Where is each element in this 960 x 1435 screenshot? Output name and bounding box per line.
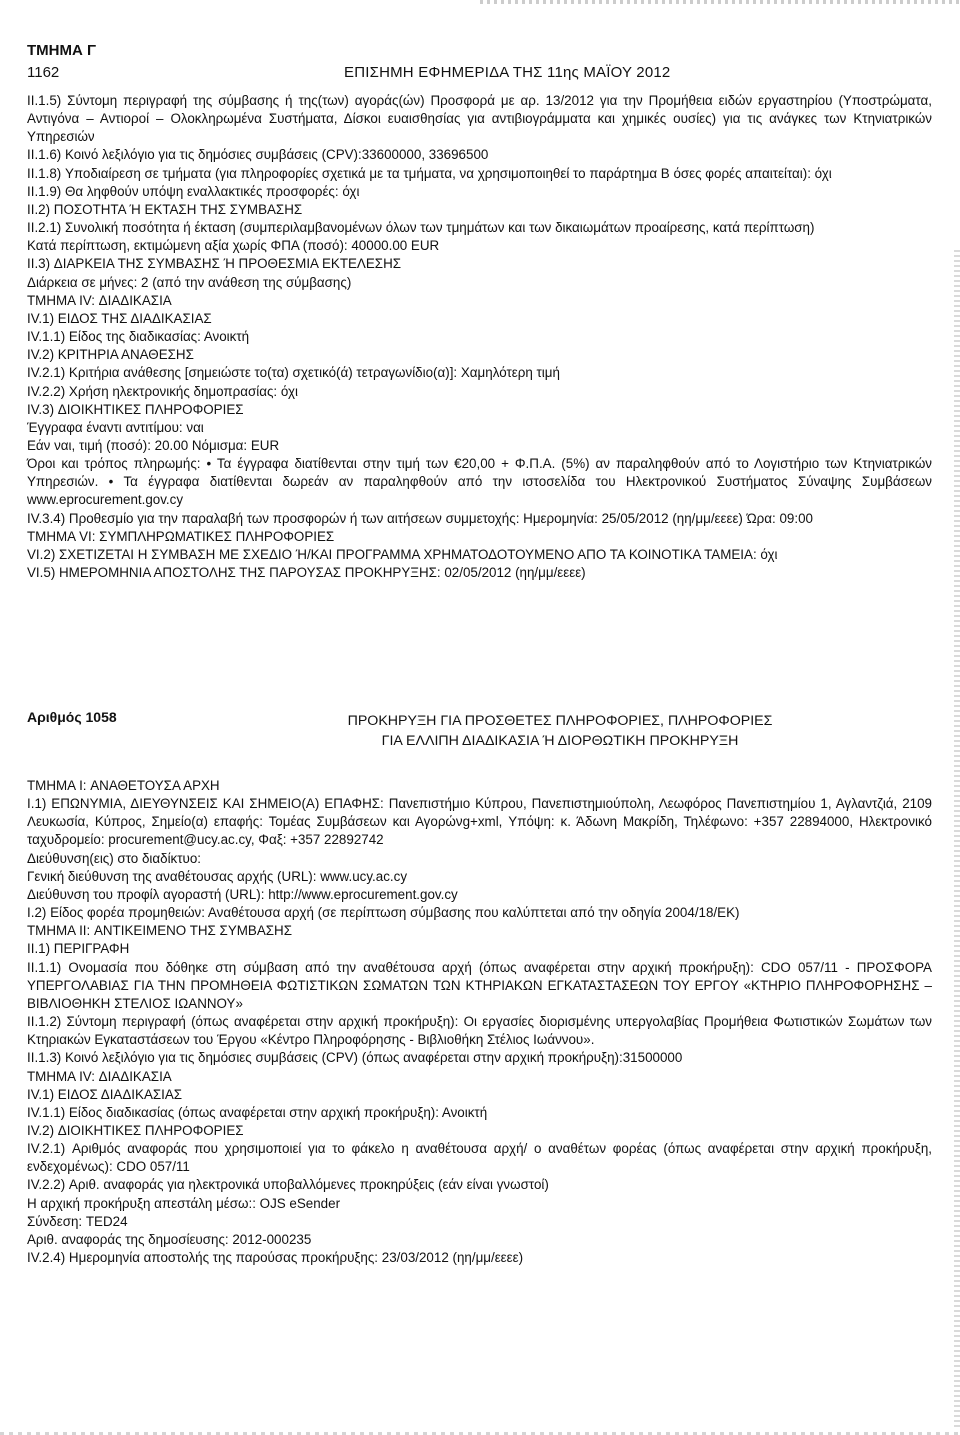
notice-number: Αριθμός 1058 [27,709,117,725]
paragraph: II.1.2) Σύντομη περιγραφή (όπως αναφέρεται στην αρχική προκήρυξη): Οι εργασίες διορισμένης υπεργολαβίας Προμήθεια Φωτιστικών Σωμάτων των Κτηριακών Εγκαταστάσεων του Έργου «Κέντρο Πληροφόρησης - Βιβλιοθήκη Στέλιος Ιωάννου». [27,1014,932,1048]
paragraph: I.2) Είδος φορέα προμηθειών: Αναθέτουσα αρχή (σε περίπτωση σύμβασης που καλύπτεται από την οδηγία 2004/18/ΕΚ) [27,905,740,921]
paragraph: ΤΜΗΜΑ IV: ΔΙΑΔΙΚΑΣΙΑ [27,1068,172,1084]
paragraph: IV.2.1) Αριθμός αναφοράς που χρησιμοποιεί για το φάκελο η αναθέτουσα αρχή/ ο αναθέτων φορέας (όπως αναφέρεται στην αρχική προκήρυξη, ενδεχομένως): CDO 057/11 [27,1141,932,1175]
header-section: ΤΜΗΜΑ Γ [27,42,97,59]
paragraph: Διεύθυνση(εις) στο διαδίκτυο: [27,850,202,866]
paragraph: IV.3.4) Προθεσμίο για την παραλαβή των προσφορών ή των αιτήσεων συμμετοχής: Ημερομηνία: 25/05/2012 (ηη/μμ/εεεε) Ώρα: 09:00 [27,510,813,526]
paragraph: ΤΜΗΜΑ II: ΑΝΤΙΚΕΙΜΕΝΟ ΤΗΣ ΣΥΜΒΑΣΗΣ [27,923,292,939]
scan-edge-right [954,250,960,1430]
paragraph: II.1.6) Κοινό λεξιλόγιο για τις δημόσιες συμβάσεις (CPV):33600000, 33696500 [27,147,489,163]
paragraph: IV.1) ΕΙΔΟΣ ΤΗΣ ΔΙΑΔΙΚΑΣΙΑΣ [27,310,212,326]
paragraph: I.1) ΕΠΩΝΥΜΙΑ, ΔΙΕΥΘΥΝΣΕΙΣ ΚΑΙ ΣΗΜΕΙΟ(Α) ΕΠΑΦΗΣ: Πανεπιστήμιο Κύπρου, Πανεπιστημιούπολη, Λεωφόρος Πανεπιστημίου 1, Αγλαντζιά, 2109 Λευκωσία, Κύπρος, Σημείο(α) επαφής: Τομέας Συμβάσεων και Αγορώνg+xml, Υπόψη: κ. Άδωνη Μακρίδη, Τηλέφωνο: +357 22894000, Ηλεκτρονικό ταχυδρομείο: procurement@ucy.ac.cy, Φαξ: +357 22892742 [27,796,932,848]
notice-1162-body [27,92,932,582]
paragraph: II.1.5) Σύντομη περιγραφή της σύμβασης ή της(των) αγοράς(ών) Προσφορά με αρ. 13/2012 για την Προμήθεια ειδών εργαστηρίου (Υποστρώματα, Αντιγόνα – Αντιοροί – Ολοκληρωμένα Συστήματα, Δίσκοι ευαισθησίας για αντιβιογράμματα και χημικές ουσίες) για τις ανάγκες των Κτηνιατρικών Υπηρεσιών [27,93,932,145]
paragraph: Έγγραφα έναντι αντιτίμου: ναι [27,419,204,435]
paragraph: Διάρκεια σε μήνες: 2 (από την ανάθεση της σύμβασης) [27,274,352,290]
paragraph: II.1.3) Κοινό λεξιλόγιο για τις δημόσιες συμβάσεις (CPV) (όπως αναφέρεται στην αρχική προκήρυξη):31500000 [27,1050,683,1066]
paragraph: ΤΜΗΜΑ I: ΑΝΑΘΕΤΟΥΣΑ ΑΡΧΗ [27,778,220,793]
paragraph: II.3) ΔΙΑΡΚΕΙΑ ΤΗΣ ΣΥΜΒΑΣΗΣ Ή ΠΡΟΘΕΣΜΙΑ ΕΚΤΕΛΕΣΗΣ [27,256,402,272]
header-gazette-title: ΕΠΙΣΗΜΗ ΕΦΗΜΕΡΙΔΑ ΤΗΣ 11ης ΜΑΪΟΥ 2012 [344,64,671,81]
paragraph: IV.3) ΔΙΟΙΚΗΤΙΚΕΣ ΠΛΗΡΟΦΟΡΙΕΣ [27,401,244,417]
paragraph: IV.2.2) Χρήση ηλεκτρονικής δημοπρασίας: όχι [27,383,298,399]
paragraph: ΤΜΗΜΑ VI: ΣΥΜΠΛΗΡΩΜΑΤΙΚΕΣ ΠΛΗΡΟΦΟΡΙΕΣ [27,528,335,544]
notice-title-line-2: ΓΙΑ ΕΛΛΙΠΗ ΔΙΑΔΙΚΑΣΙΑ Ή ΔΙΟΡΘΩΤΙΚΗ ΠΡΟΚΗΡΥΞΗ [381,733,739,749]
paragraph: Κατά περίπτωση, εκτιμώμενη αξία χωρίς ΦΠΑ (ποσό): 40000.00 EUR [27,238,440,254]
scan-edge-top [480,0,960,4]
paragraph: Αριθ. αναφοράς της δημοσίευσης: 2012-000235 [27,1231,312,1247]
paragraph: II.1.1) Ονομασία που δόθηκε στη σύμβαση από την αναθέτουσα αρχή (όπως αναφέρεται στην αρχική προκήρυξη): CDO 057/11 - ΠΡΟΣΦΟΡΑ ΥΠΕΡΓΟΛΑΒΙΑΣ ΓΙΑ ΤΗΝ ΠΡΟΜΗΘΕΙΑ ΦΩΤΙΣΤΙΚΩΝ ΣΩΜΑΤΩΝ ΤΩΝ ΚΤΗΡΙΑΚΩΝ ΕΓΚΑΤΑΣΤΑΣΕΩΝ ΤΟΥ ΕΡΓΟΥ «ΚΤΗΡΙΟ ΠΛΗΡΟΦΟΡΗΣΗΣ – ΒΙΒΛΙΟΘΗΚΗ ΣΤΕΛΙΟΣ ΙΩΑΝΝΟΥ» [27,959,932,1011]
paragraph: IV.1) ΕΙΔΟΣ ΔΙΑΔΙΚΑΣΙΑΣ [27,1086,183,1102]
paragraph: II.1.8) Υποδιαίρεση σε τμήματα (για πληροφορίες σχετικά με τα τμήματα, να χρησιμοποιηθεί το παράρτημα Β όσες φορές απαιτείται): όχι [27,165,832,181]
paragraph: II.2) ΠΟΣΟΤΗΤΑ Ή ΕΚΤΑΣΗ ΤΗΣ ΣΥΜΒΑΣΗΣ [27,201,303,217]
header-page-number: 1162 [27,64,60,81]
paragraph: Διεύθυνση του προφίλ αγοραστή (URL): http://www.eprocurement.gov.cy [27,886,458,902]
paragraph: IV.2) ΚΡΙΤΗΡΙΑ ΑΝΑΘΕΣΗΣ [27,347,194,363]
paragraph: Όροι και τρόπος πληρωμής: • Τα έγγραφα διατίθενται στην τιμή των €20,00 + Φ.Π.Α. (5%) αν παραληφθούν από το Λογιστήριο των Κτηνιατρικών Υπηρεσιών. • Τα έγγραφα διατίθενται δωρεάν αν παραληφθούν από την ιστοσελίδα του Ηλεκτρονικού Συστήματος Σύναψης Συμβάσεων www.eprocurement.gov.cy [27,456,932,508]
paragraph: II.1.9) Θα ληφθούν υπόψη εναλλακτικές προσφορές: όχι [27,183,360,199]
paragraph: VI.5) ΗΜΕΡΟΜΗΝΙΑ ΑΠΟΣΤΟΛΗΣ ΤΗΣ ΠΑΡΟΥΣΑΣ ΠΡΟΚΗΡΥΞΗΣ: 02/05/2012 (ηη/μμ/εεεε) [27,565,586,581]
paragraph: Η αρχική προκήρυξη απεστάλη μέσω:: OJS eSender [27,1195,341,1211]
paragraph: II.1) ΠΕΡΙΓΡΑΦΗ [27,941,130,957]
paragraph: IV.2.4) Ημερομηνία αποστολής της παρούσας προκήρυξης: 23/03/2012 (ηη/μμ/εεεε) [27,1250,524,1266]
paragraph: IV.1.1) Είδος της διαδικασίας: Ανοικτή [27,329,250,345]
paragraph: IV.1.1) Είδος διαδικασίας (όπως αναφέρεται στην αρχική προκήρυξη): Ανοικτή [27,1104,488,1120]
paragraph: Σύνδεση: TED24 [27,1213,128,1229]
paragraph: IV.2.2) Αριθ. αναφοράς για ηλεκτρονικά υποβαλλόμενες προκηρύξεις (εάν είναι γνωστοί) [27,1177,549,1193]
paragraph: IV.2) ΔΙΟΙΚΗΤΙΚΕΣ ΠΛΗΡΟΦΟΡΙΕΣ [27,1122,244,1138]
paragraph: Γενική διεύθυνση της αναθέτουσας αρχής (URL): www.ucy.ac.cy [27,868,408,884]
notice-title [210,711,910,751]
paragraph: Εάν ναι, τιμή (ποσό): 20.00 Νόμισμα: EUR [27,437,280,453]
paragraph: IV.2.1) Κριτήρια ανάθεσης [σημειώστε το(τα) σχετικό(ά) τετραγωνίδιο(α)]: Χαμηλότερη τιμή [27,365,560,381]
paragraph: II.2.1) Συνολική ποσότητα ή έκταση (συμπεριλαμβανομένων όλων των τμημάτων και των δικαιωμάτων προαίρεσης, κατά περίπτωση) [27,220,815,236]
paragraph: VI.2) ΣΧΕΤΙΖΕΤΑΙ Η ΣΥΜΒΑΣΗ ΜΕ ΣΧΕΔΙΟ Ή/ΚΑΙ ΠΡΟΓΡΑΜΜΑ ΧΡΗΜΑΤΟΔΟΤΟΥΜΕΝΟ ΑΠΟ ΤΑ ΚΟΙΝΟΤΙΚΑ ΤΑΜΕΙΑ: όχι [27,546,778,562]
notice-title-line-1: ΠΡΟΚΗΡΥΞΗ ΓΙΑ ΠΡΟΣΘΕΤΕΣ ΠΛΗΡΟΦΟΡΙΕΣ, ΠΛΗΡΟΦΟΡΙΕΣ [347,713,773,729]
notice-1058-body [27,777,932,1267]
paragraph: ΤΜΗΜΑ IV: ΔΙΑΔΙΚΑΣΙΑ [27,292,172,308]
